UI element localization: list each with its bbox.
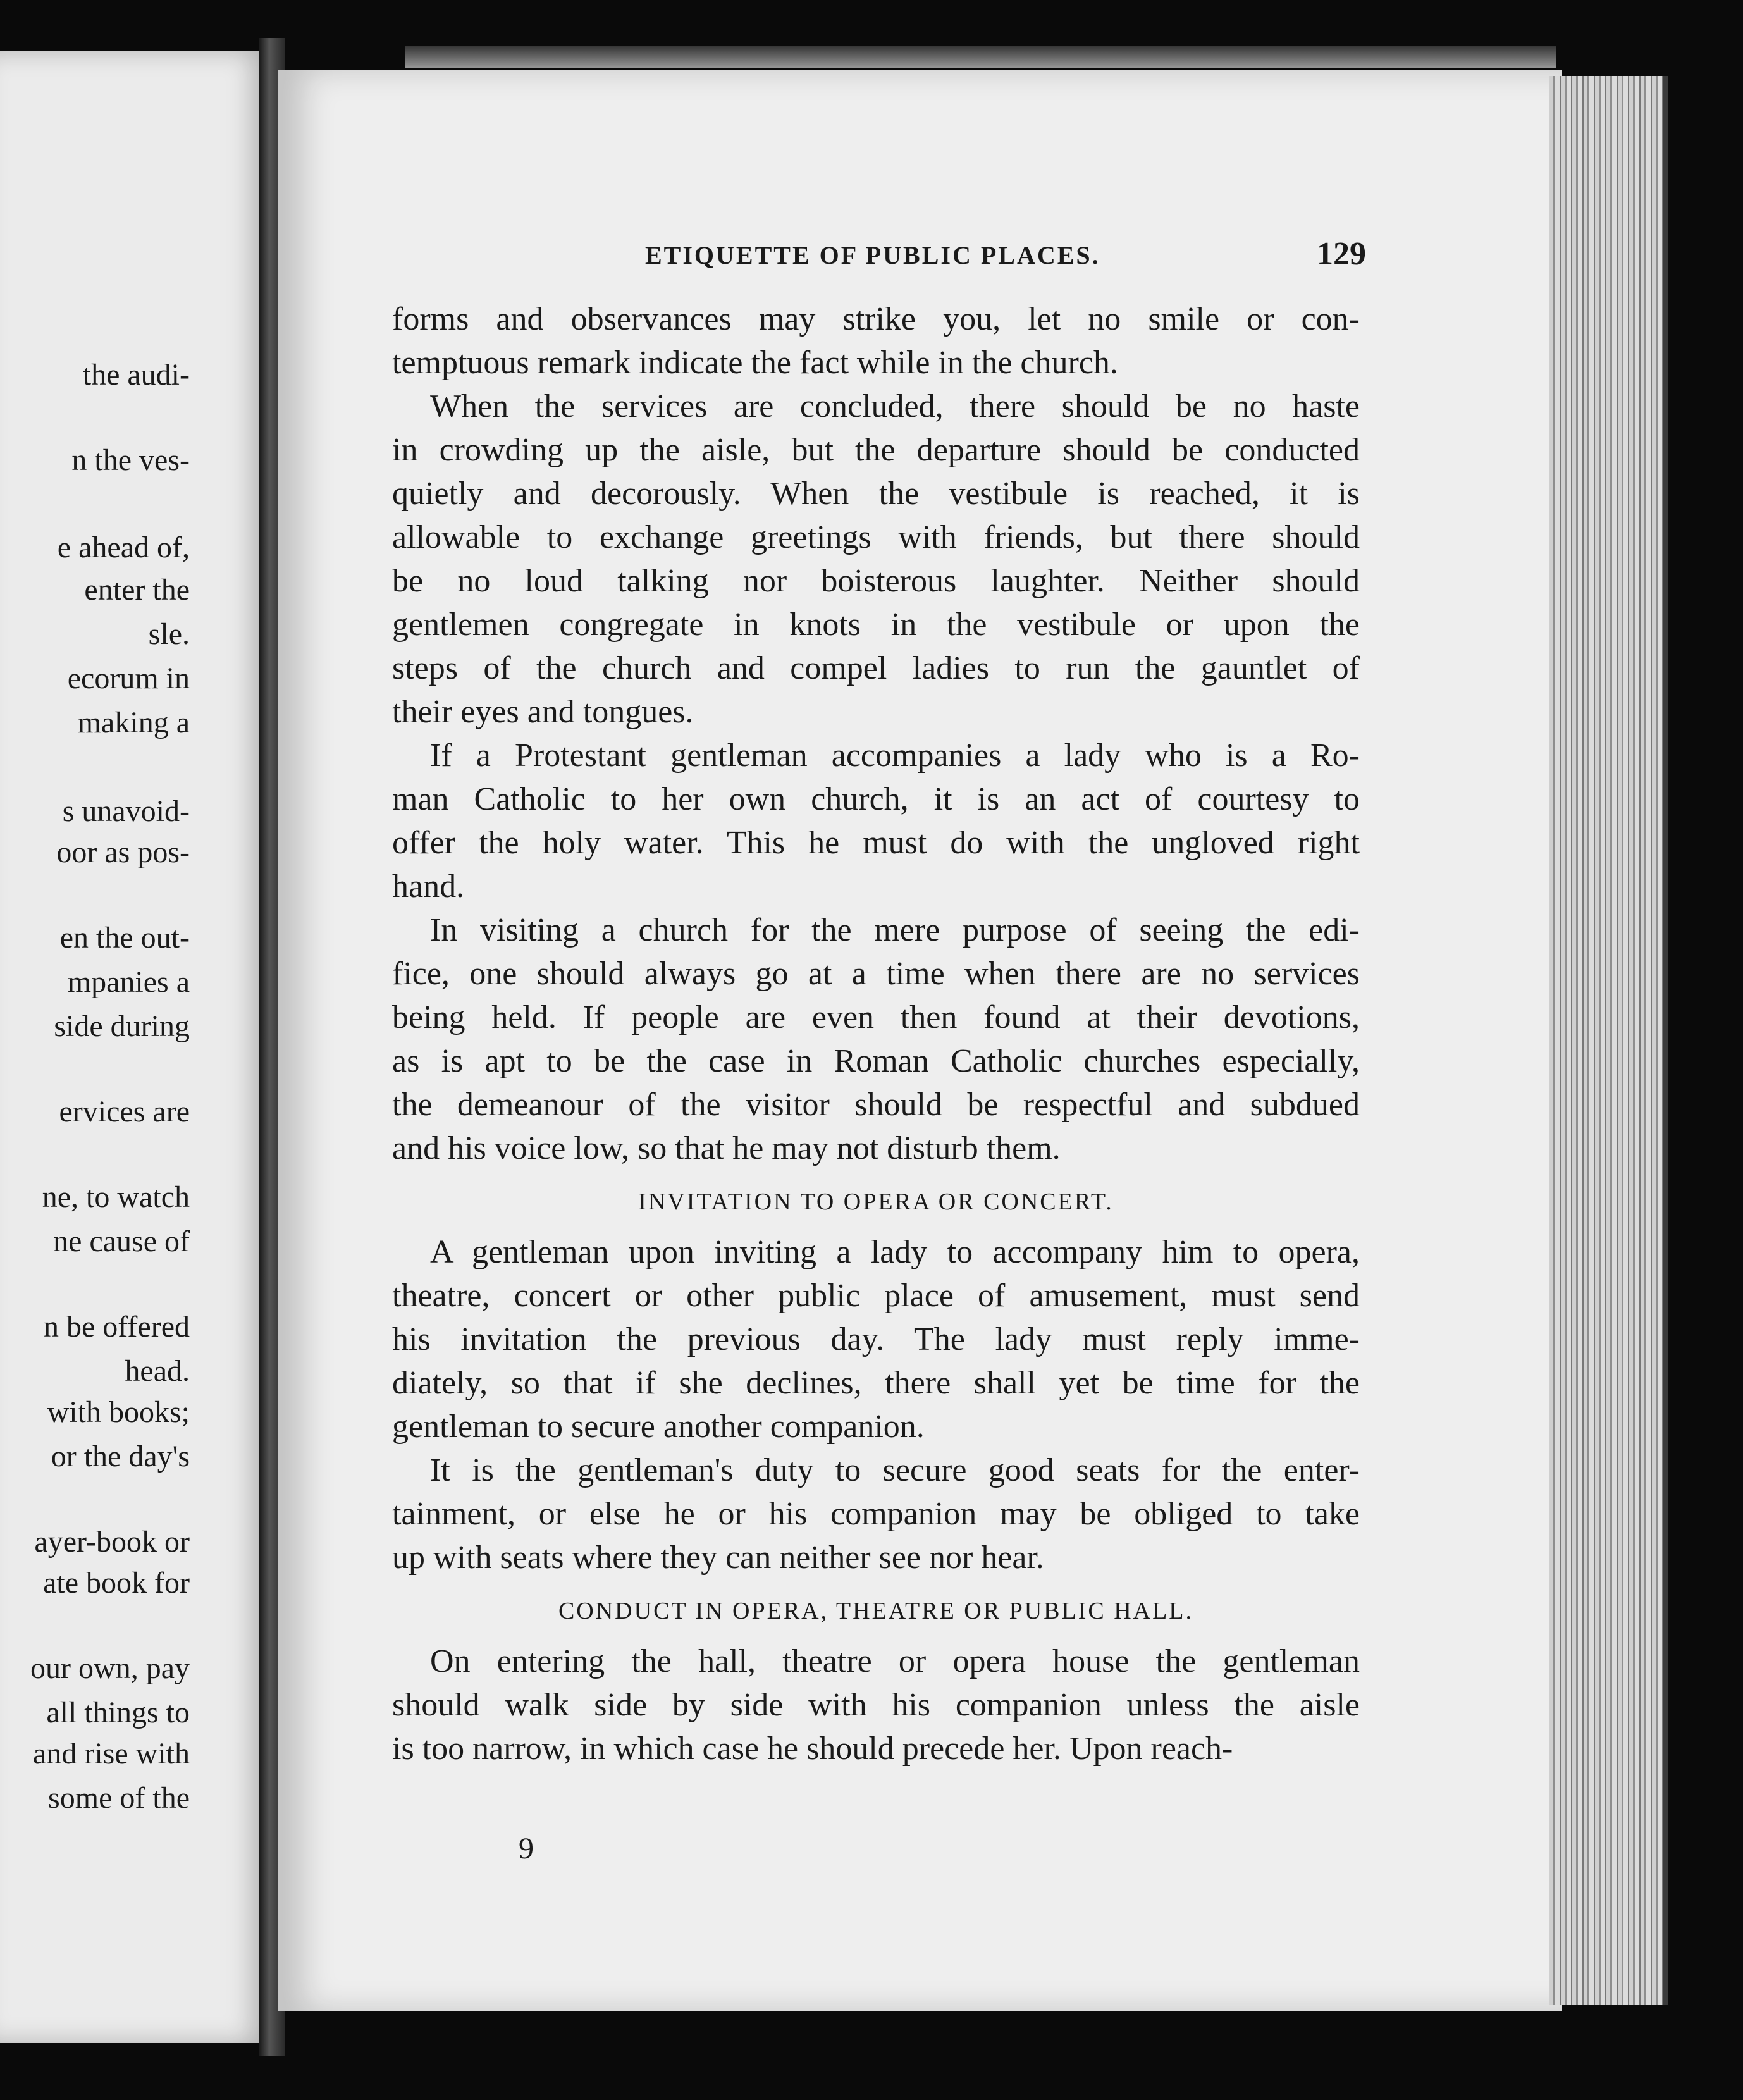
text-line: If a Protestant gentleman accompanies a lady who is a Ro- <box>430 738 1360 774</box>
left-page-line: all things to <box>46 1696 190 1729</box>
text-line: steps of the church and compel ladies to run the gauntlet of <box>392 650 1360 686</box>
text-line: be no loud talking nor boisterous laughter. Neither should <box>392 563 1360 599</box>
left-page-line: making a <box>77 706 190 739</box>
section-heading: INVITATION TO OPERA OR CONCERT. <box>638 1189 1114 1215</box>
text-line: allowable to exchange greetings with friends, but there should <box>392 519 1360 555</box>
text-line: temptuous remark indicate the fact while in the church. <box>392 345 1118 381</box>
text-line: up with seats where they can neither see nor hear. <box>392 1540 1044 1576</box>
text-line: the demeanour of the visitor should be respectful and subdued <box>392 1087 1360 1123</box>
left-page-line: or the day's <box>51 1440 190 1473</box>
text-line: diately, so that if she declines, there shall yet be time for the <box>392 1365 1360 1401</box>
text-line: A gentleman upon inviting a lady to accompany him to opera, <box>430 1234 1360 1270</box>
left-page-line: head. <box>125 1354 190 1388</box>
left-page-line: ne, to watch <box>42 1180 190 1214</box>
left-page-line: en the out- <box>59 921 190 954</box>
text-line: his invitation the previous day. The lady must reply imme- <box>392 1321 1360 1357</box>
left-page-line: ate book for <box>43 1566 190 1600</box>
left-page-line: ne cause of <box>53 1225 190 1258</box>
text-line: tainment, or else he or his companion may be obliged to take <box>392 1496 1360 1532</box>
left-page-line: enter the <box>84 573 190 607</box>
text-line: and his voice low, so that he may not disturb them. <box>392 1130 1061 1166</box>
section-heading: CONDUCT IN OPERA, THEATRE OR PUBLIC HALL. <box>558 1598 1194 1624</box>
text-line: in crowding up the aisle, but the departure should be conducted <box>392 432 1360 468</box>
running-head: ETIQUETTE OF PUBLIC PLACES. <box>645 241 1100 269</box>
text-line: gentleman to secure another companion. <box>392 1409 925 1445</box>
text-line: being held. If people are even then found at their devotions, <box>392 999 1360 1035</box>
left-page-line: ervices are <box>59 1095 190 1128</box>
text-line: should walk side by side with his companion unless the aisle <box>392 1687 1360 1723</box>
text-line: hand. <box>392 868 465 905</box>
left-page-line: s unavoid- <box>62 794 190 828</box>
text-line: gentlemen congregate in knots in the vestibule or upon the <box>392 607 1360 643</box>
page-edges <box>1549 76 1668 2005</box>
text-line: When the services are concluded, there should be no haste <box>430 388 1360 424</box>
left-page-line: some of the <box>48 1781 190 1815</box>
left-page-line: ecorum in <box>67 662 190 695</box>
body-text <box>392 297 1360 1770</box>
text-line: as is apt to be the case in Roman Catholic churches especially, <box>392 1043 1360 1079</box>
text-line: man Catholic to her own church, it is an act of courtesy to <box>392 781 1360 817</box>
left-page-line: with books; <box>47 1395 190 1429</box>
left-page-line: n the ves- <box>71 443 190 477</box>
text-line: fice, one should always go at a time when there are no services <box>392 956 1360 992</box>
left-page-line: n be offered <box>44 1310 190 1343</box>
left-page-line: the audi- <box>82 358 190 392</box>
left-page-line: oor as pos- <box>56 836 190 869</box>
left-page-line: our own, pay <box>30 1652 190 1685</box>
text-line: forms and observances may strike you, let no smile or con- <box>392 301 1360 337</box>
facing-page-left <box>0 51 272 2043</box>
text-line: It is the gentleman's duty to secure good seats for the enter- <box>430 1452 1360 1488</box>
left-page-line: and rise with <box>33 1737 190 1770</box>
text-line: offer the holy water. This he must do with the ungloved right <box>392 825 1360 861</box>
text-line: In visiting a church for the mere purpose of seeing the edi- <box>430 912 1360 948</box>
page-number: 129 <box>1317 236 1366 272</box>
left-page-line: mpanies a <box>67 965 190 999</box>
text-line: theatre, concert or other public place of amusement, must send <box>392 1278 1360 1314</box>
text-line: quietly and decorously. When the vestibule is reached, it is <box>392 476 1360 512</box>
left-page-line: side during <box>54 1010 190 1043</box>
signature-mark: 9 <box>519 1832 534 1865</box>
text-line: On entering the hall, theatre or opera house the gentleman <box>430 1643 1360 1679</box>
text-line: their eyes and tongues. <box>392 694 694 730</box>
book-top-edge <box>405 46 1556 68</box>
left-page-line: e ahead of, <box>57 531 190 564</box>
text-line: is too narrow, in which case he should precede her. Upon reach- <box>392 1731 1233 1767</box>
left-page-line: sle. <box>148 617 190 651</box>
left-page-line: ayer-book or <box>34 1525 190 1559</box>
